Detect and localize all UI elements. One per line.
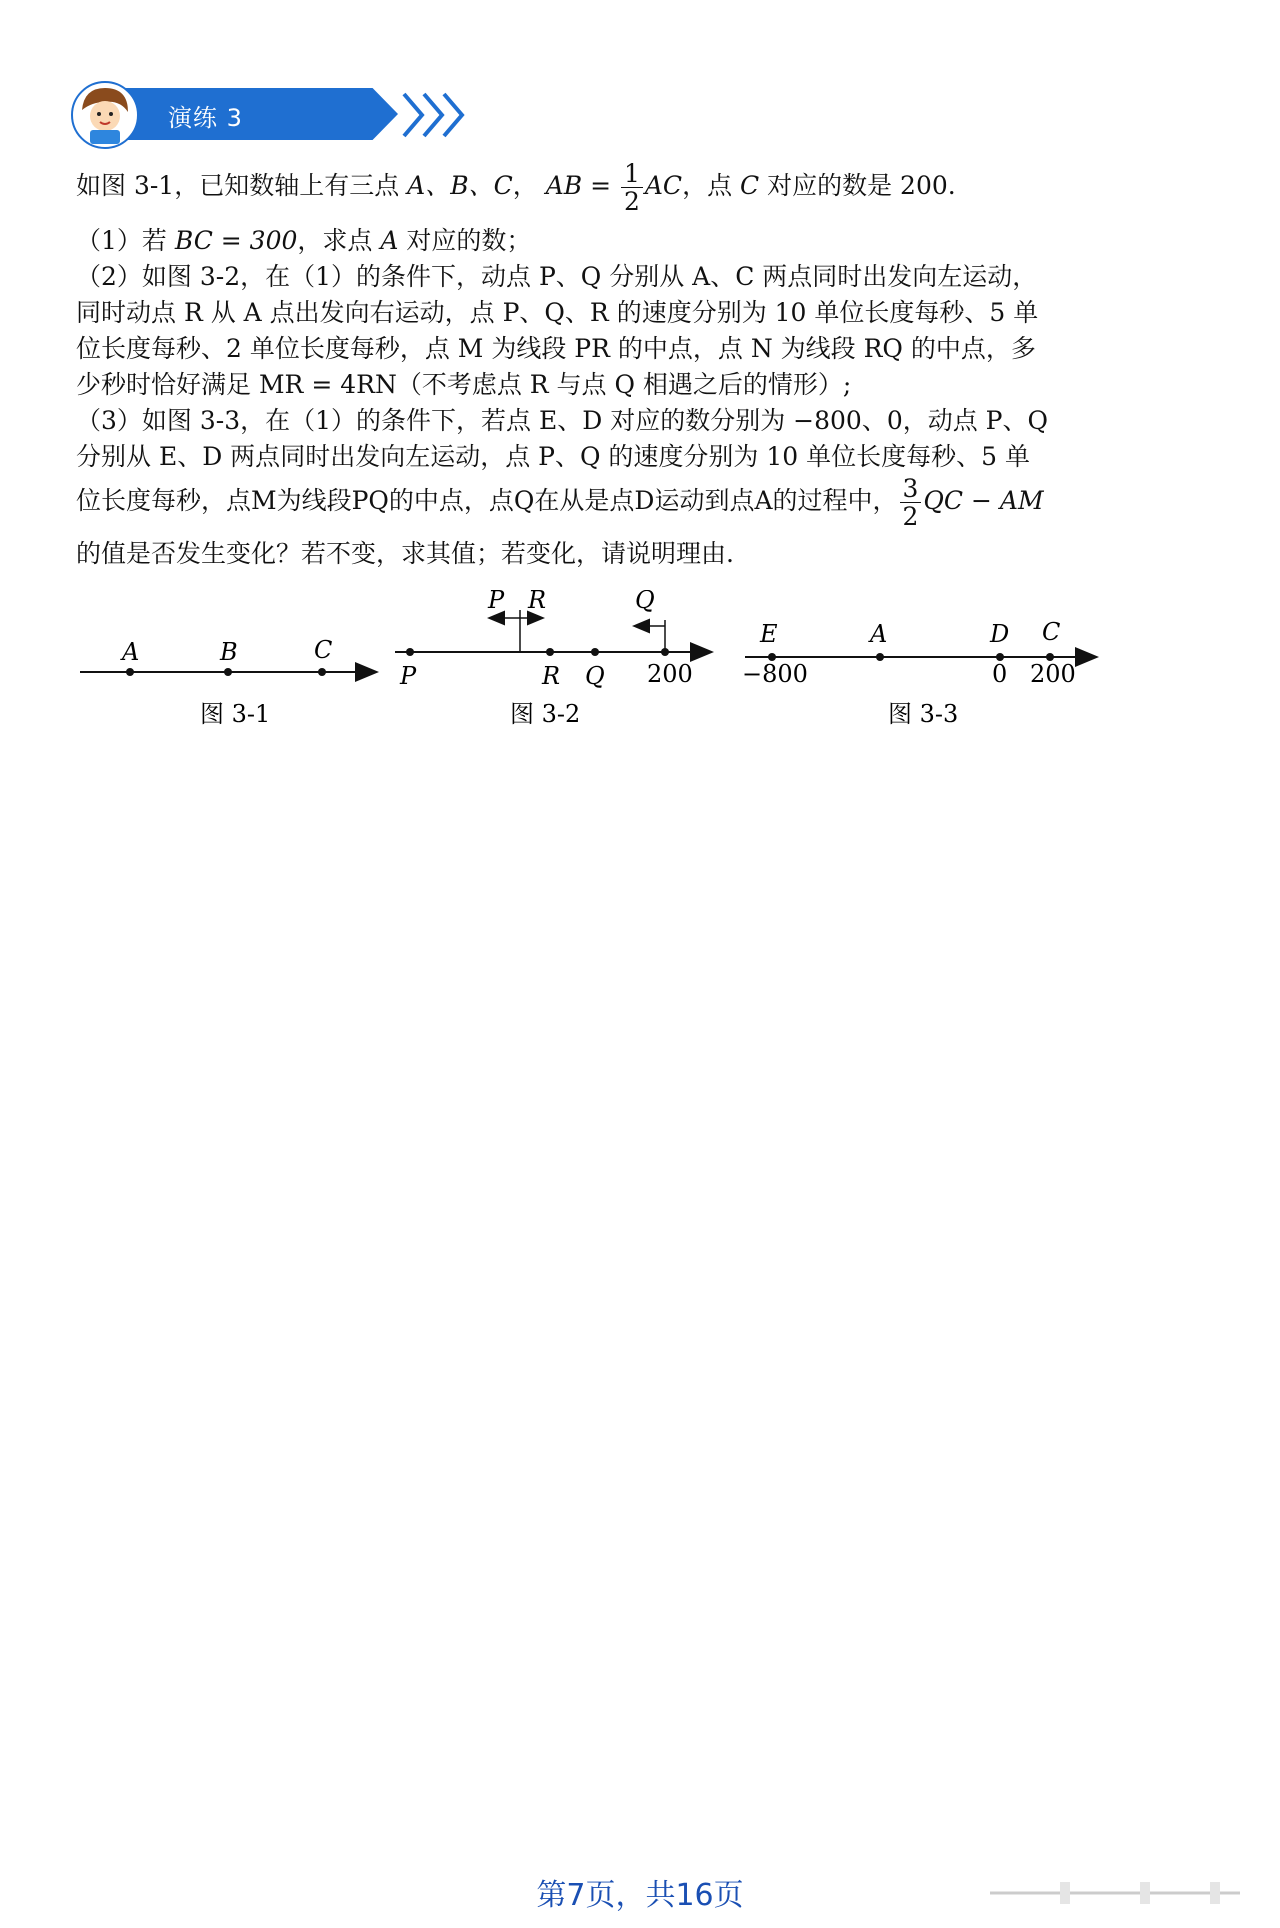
eq-lhs: AB <box>545 171 583 200</box>
question-2-line-1: （2）如图 3-2，在（1）的条件下，动点 P、Q 分别从 A、C 两点同时出发向左运动， <box>76 262 1038 291</box>
question-2-line-3: 位长度每秒、2 单位长度每秒，点 M 为线段 PR 的中点，点 N 为线段 RQ 的中点，多 <box>76 334 1036 363</box>
question-3-line-4: 的值是否发生变化？若不变，求其值；若变化，请说明理由. <box>76 539 734 568</box>
eq-rhs: AC <box>644 171 683 200</box>
figure-3-3 <box>742 618 1095 728</box>
fraction-three-halves <box>900 475 922 530</box>
point-c <box>318 668 326 676</box>
student-avatar-icon <box>70 80 140 150</box>
q3-frac-den: 2 <box>902 502 919 531</box>
lead-points: A、B、C <box>407 171 513 200</box>
lead-point-c: C <box>740 171 760 200</box>
figures <box>60 590 1120 750</box>
question-2-line-4: 少秒时恰好满足 MR = 4RN（不考虑点 R 与点 Q 相遇之后的情形）; <box>76 370 852 399</box>
bottom-label-200: 200 <box>647 660 693 688</box>
q1-text-1: （1）若 <box>76 226 175 255</box>
question-2-line-2: 同时动点 R 从 A 点出发向右运动，点 P、Q、R 的速度分别为 10 单位长度每秒、5 单 <box>76 298 1039 327</box>
bottom-label-q: Q <box>585 662 605 690</box>
point-r <box>546 648 554 656</box>
caption-fig-3-3: 图 3-3 <box>888 700 959 728</box>
question-3-line-3 <box>76 475 1116 530</box>
lead-text-4: 对应的数是 200. <box>759 171 956 200</box>
label-c: C <box>314 636 333 664</box>
problem-lead <box>76 160 1116 215</box>
point-p <box>406 648 414 656</box>
label-a: A <box>122 638 140 666</box>
problem-text <box>76 160 1116 572</box>
label-b: B <box>220 638 238 666</box>
label-c: C <box>1042 618 1061 646</box>
lead-text-3: ，点 <box>682 171 741 200</box>
lead-text-2: ， <box>512 171 538 200</box>
figure-3-2 <box>395 590 710 728</box>
q3-expression: QC − AM <box>923 486 1044 515</box>
top-label-r: R <box>528 590 547 614</box>
q1-point-a: A <box>380 226 399 255</box>
caption-fig-3-2: 图 3-2 <box>510 700 581 728</box>
q3-line3-text: 位长度每秒，点M为线段PQ的中点，点Q在从是点D运动到点A的过程中， <box>76 486 898 515</box>
label-e: E <box>760 620 778 648</box>
lead-text-1: 如图 3-1，已知数轴上有三点 <box>76 171 408 200</box>
bottom-label-r: R <box>542 662 561 690</box>
q1-text-3: 对应的数； <box>398 226 532 255</box>
eq-mid: = <box>582 171 619 200</box>
top-label-p: P <box>488 590 505 614</box>
page-footer: 第7页，共16页 <box>536 1878 744 1913</box>
top-label-q: Q <box>635 590 655 614</box>
section-banner <box>70 80 410 150</box>
fraction-one-half <box>621 160 643 215</box>
point-a <box>126 668 134 676</box>
footer-decoration-icon <box>990 1878 1240 1908</box>
label-a: A <box>870 620 888 648</box>
question-3-line-1: （3）如图 3-3，在（1）的条件下，若点 E、D 对应的数分别为 −800、0，动点 P、Q <box>76 406 1048 435</box>
frac-num: 1 <box>621 160 643 188</box>
tick-label-0: 0 <box>992 660 1008 688</box>
point-q <box>591 648 599 656</box>
bottom-label-p: P <box>400 662 417 690</box>
point-b <box>224 668 232 676</box>
number-line-figures <box>60 590 1120 750</box>
chevrons-icon <box>400 90 480 140</box>
point-a <box>876 653 884 661</box>
tick-label-minus-800: −800 <box>742 660 808 688</box>
caption-fig-3-1: 图 3-1 <box>200 700 271 728</box>
frac-den: 2 <box>623 187 640 216</box>
q1-text-2: ，求点 <box>297 226 381 255</box>
label-d: D <box>990 620 1010 648</box>
figure-3-1 <box>80 636 375 728</box>
question-1 <box>76 223 1116 259</box>
q3-frac-num: 3 <box>900 475 922 503</box>
q1-equation: BC = 300 <box>174 226 298 255</box>
question-3-line-2: 分别从 E、D 两点同时出发向左运动，点 P、Q 的速度分别为 10 单位长度每秒、5 单 <box>76 442 1030 471</box>
badge-title: 演练 3 <box>168 104 243 132</box>
tick-label-200: 200 <box>1030 660 1076 688</box>
